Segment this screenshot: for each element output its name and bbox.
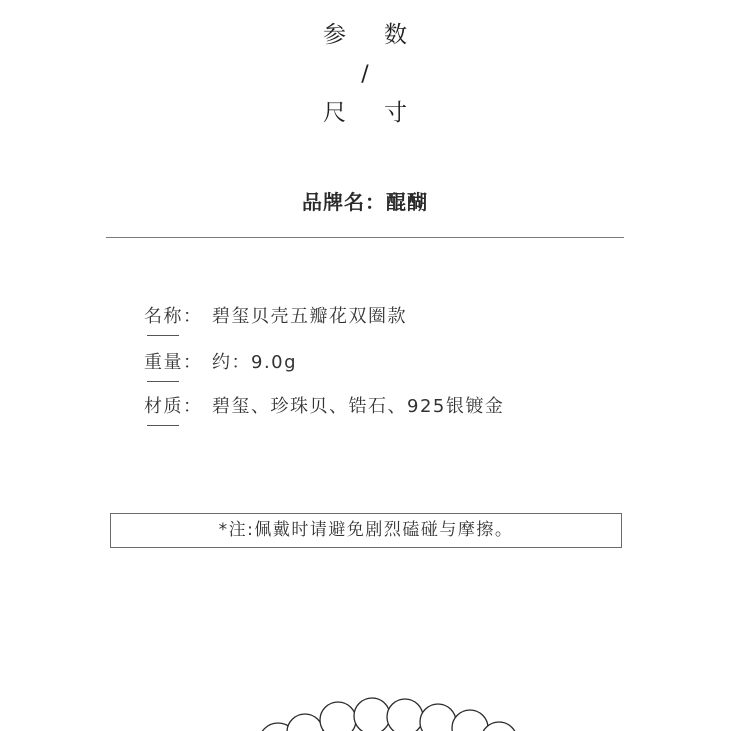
bracelet-outline-illustration <box>0 690 730 731</box>
spec-label-underline <box>147 335 179 336</box>
heading-size: 尺寸 <box>323 100 445 126</box>
section-divider <box>106 237 624 238</box>
bead-outline <box>452 710 488 731</box>
care-note-text: *注:佩戴时请避免剧烈磕碰与摩擦。 <box>218 520 514 540</box>
brand-name: 品牌名：醌醐 <box>302 190 428 214</box>
spec-label-name: 名称： <box>144 306 203 327</box>
bead-outline <box>387 699 423 731</box>
spec-label-underline <box>147 425 179 426</box>
spec-label-material: 材质： <box>144 396 203 417</box>
care-note-box <box>110 513 622 548</box>
spec-value-material: 碧玺、珍珠贝、锆石、925银镀金 <box>212 396 505 417</box>
bead-outline <box>287 714 323 731</box>
spec-label-weight: 重量： <box>144 352 203 373</box>
heading-params: 参数 <box>323 22 445 48</box>
bead-outline <box>354 698 390 731</box>
bead-outline <box>420 704 456 731</box>
heading-slash: / <box>361 62 369 87</box>
spec-label-underline <box>147 381 179 382</box>
spec-value-weight: 约：9.0g <box>212 352 298 373</box>
spec-value-name: 碧玺贝壳五瓣花双圈款 <box>212 306 407 327</box>
bead-outline <box>320 702 356 731</box>
